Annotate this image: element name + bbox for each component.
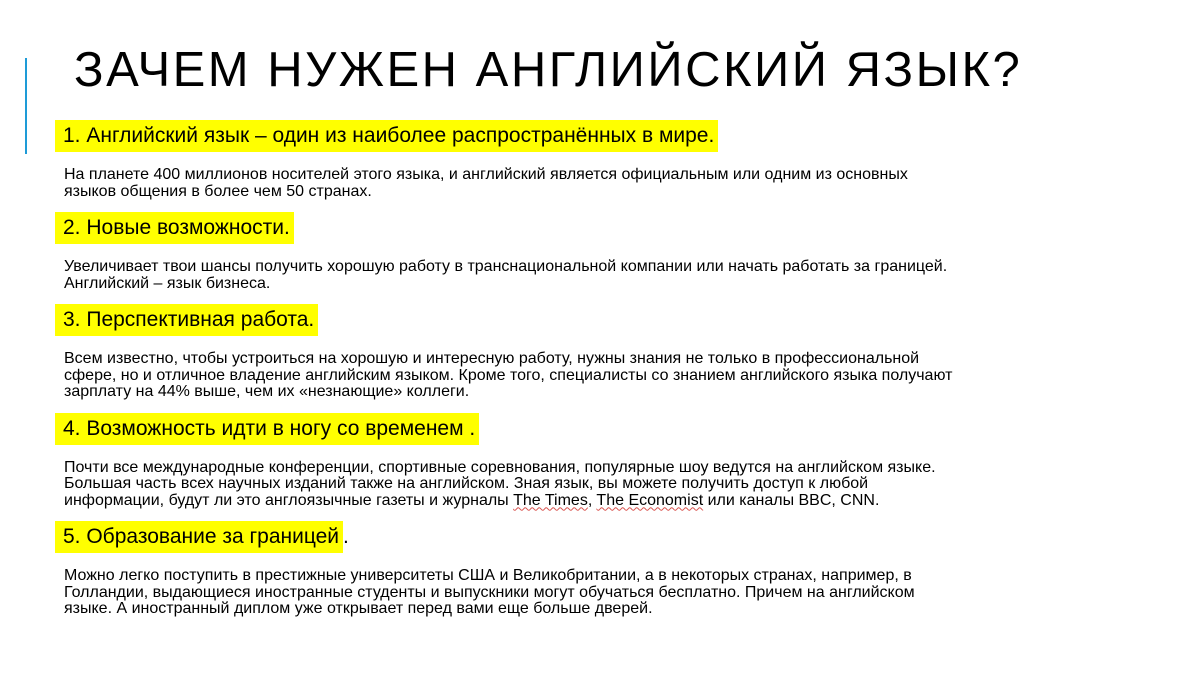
text-line: На планете 400 миллионов носителей этого языка, и английский является официальным или одним из основных <box>64 166 908 183</box>
section-text-3 <box>55 351 1165 401</box>
text-line-prefix: информации, будут ли это англоязычные газеты и журналы <box>64 491 514 509</box>
text-line: сфере, но и отличное владение английским языком. Кроме того, специалисты со знанием английского языка получают <box>64 366 953 384</box>
text-line-suffix: или каналы BBC, CNN. <box>703 491 880 509</box>
text-line: зарплату на 44% выше, чем их «незнающие» коллеги. <box>64 383 470 400</box>
text-line: Увеличивает твои шансы получить хорошую работу в транснациональной компании или начать работать за границей. <box>64 258 948 275</box>
term-the-economist: The Economist <box>596 491 704 509</box>
section-text-5 <box>55 568 1165 618</box>
slide-title: ЗАЧЕМ НУЖЕН АНГЛИЙСКИЙ ЯЗЫК? <box>74 43 1023 97</box>
slide-content <box>55 120 1165 618</box>
section-text-1 <box>55 167 1165 200</box>
accent-bar <box>25 58 27 154</box>
text-line: Всем известно, чтобы устроиться на хорошую и интересную работу, нужны знания не только в профессиональной <box>64 350 920 367</box>
text-line: языков общения в более чем 50 странах. <box>64 182 372 200</box>
section-text-2 <box>55 259 1165 292</box>
text-line: Английский – язык бизнеса. <box>64 274 271 292</box>
text-line: языке. А иностранный диплом уже открывает перед вами еще больше дверей. <box>64 600 653 617</box>
section-heading-5: 5. Образование за границей <box>55 521 343 553</box>
term-separator: , <box>587 491 597 509</box>
section-heading-5-wrap <box>55 521 1165 553</box>
section-heading-5-tail: . <box>343 525 349 548</box>
text-line: Можно легко поступить в престижные университеты США и Великобритании, а в некоторых странах, например, в <box>64 567 912 584</box>
section-heading-2: 2. Новые возможности. <box>55 212 294 244</box>
section-heading-4: 4. Возможность идти в ногу со временем . <box>55 413 479 445</box>
text-line: Большая часть всех научных изданий также на английском. Зная язык, вы можете получить доступ к любой <box>64 475 869 492</box>
term-the-times: The Times <box>513 491 588 509</box>
text-line: Почти все международные конференции, спортивные соревнования, популярные шоу ведутся на английском языке. <box>64 458 936 476</box>
text-line: Голландии, выдающиеся иностранные студенты и выпускники могут обучаться бесплатно. Причем на английском <box>64 583 915 601</box>
section-heading-1: 1. Английский язык – один из наиболее распространённых в мире. <box>55 120 718 152</box>
section-heading-3: 3. Перспективная работа. <box>55 304 318 336</box>
section-text-4 <box>55 460 1165 510</box>
